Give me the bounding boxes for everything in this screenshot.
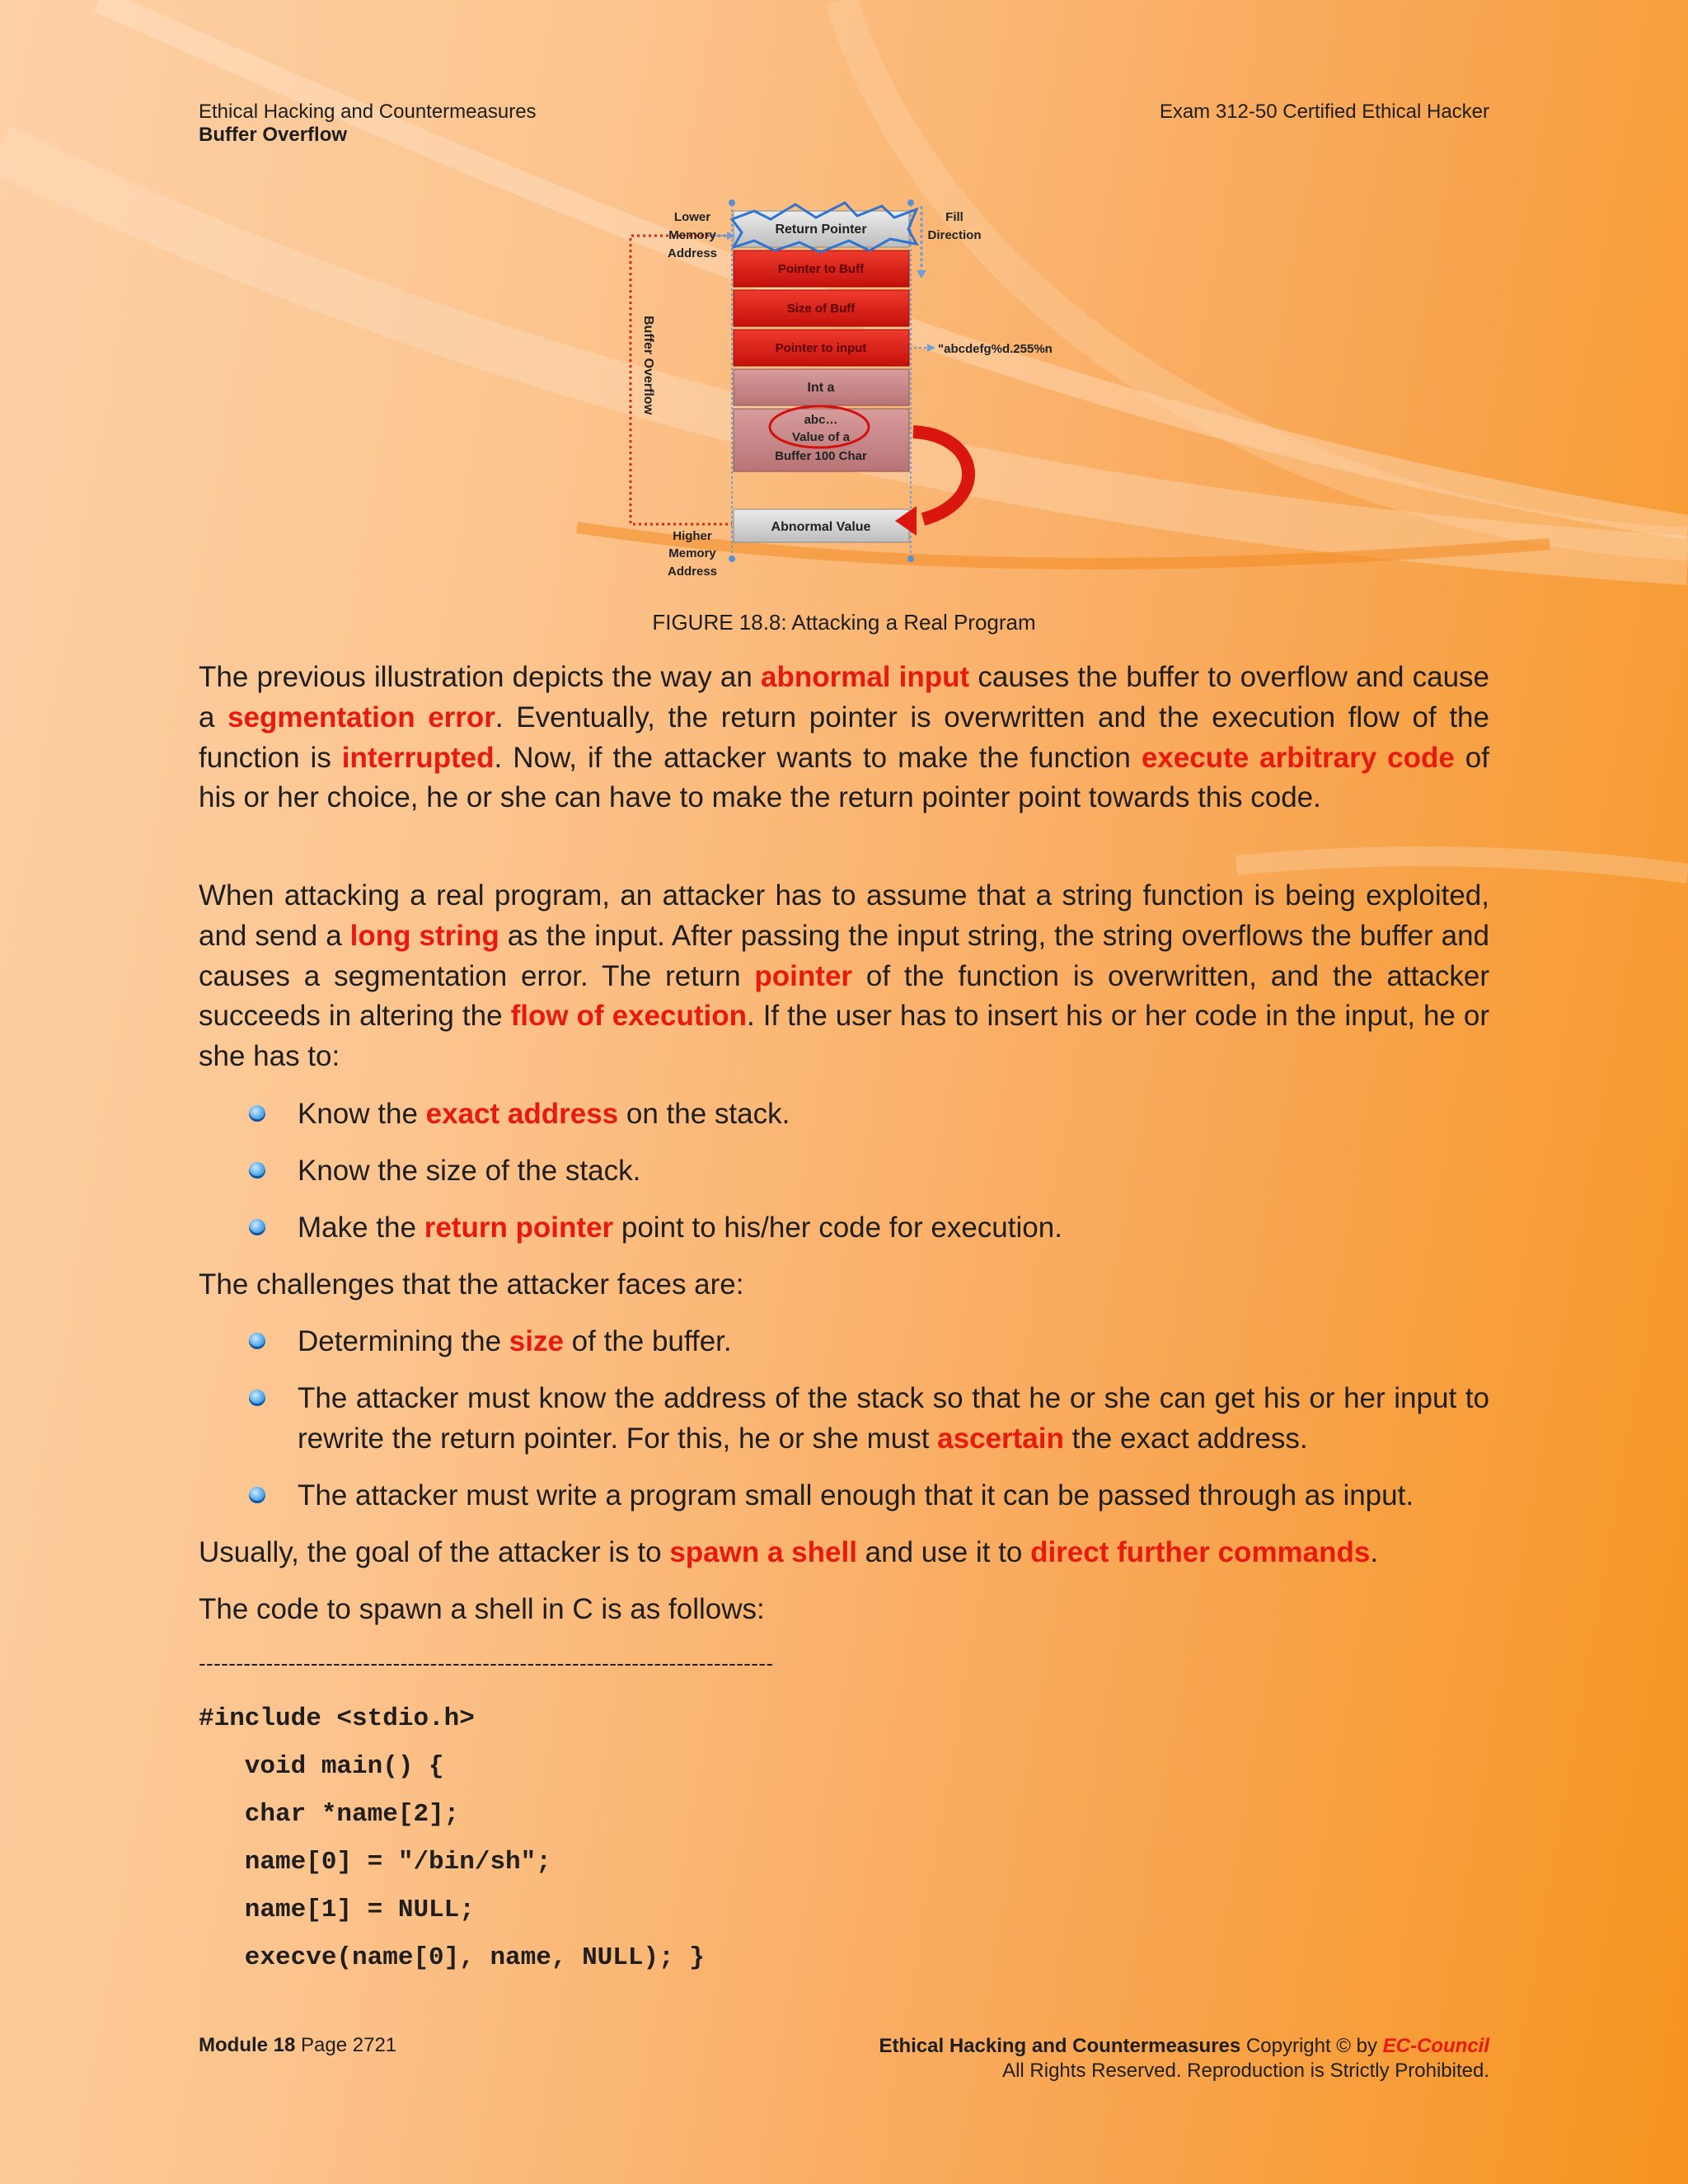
label-abnormal-value: Abnormal Value	[771, 520, 871, 534]
buffer-overflow-diagram	[610, 196, 1071, 583]
label-size-of-buff: Size of Buff	[786, 302, 856, 316]
label-value-of-a: Value of a	[791, 430, 851, 444]
lower-label-3: Address	[667, 246, 718, 260]
lower-label-1: Lower	[673, 210, 711, 224]
footer-right: Ethical Hacking and Countermeasures Copyright © by EC-Council All Rights Reserved. Reproduction is Strictly Prohibited.	[879, 2035, 1489, 2082]
label-return-pointer: Return Pointer	[775, 223, 867, 237]
list2-item-1: Determining the size of the buffer.	[298, 1325, 732, 1357]
ec-council-logo: EC-Council	[1382, 2035, 1489, 2057]
figure-caption: FIGURE 18.8: Attacking a Real Program	[652, 610, 1036, 635]
label-buffer-char: Buffer 100 Char	[775, 449, 867, 463]
code-line-2: void main() {	[199, 1752, 444, 1781]
paragraph-3: The challenges that the attacker faces are:	[199, 1268, 744, 1301]
page-label: Page 2721	[301, 2034, 397, 2056]
higher-label-1: Higher	[673, 529, 712, 543]
header-title: Ethical Hacking and Countermeasures	[199, 101, 537, 123]
code-line-1: #include <stdio.h>	[199, 1704, 475, 1733]
list1-item-2: Know the size of the stack.	[298, 1155, 641, 1187]
bullet-icon	[249, 1487, 265, 1503]
rights-text: All Rights Reserved. Reproduction is Strictly Prohibited.	[1002, 2060, 1489, 2082]
code-line-3: char *name[2];	[199, 1800, 460, 1829]
input-string-label: "abcdefg%d.255%n	[938, 342, 1053, 356]
bullet-icon	[249, 1219, 265, 1235]
code-line-5: name[1] = NULL;	[199, 1896, 475, 1924]
buffer-overflow-side-label: Buffer Overflow	[641, 315, 655, 415]
higher-label-2: Memory	[668, 546, 716, 560]
code-separator: -----------------------------------------------------------------------------	[199, 1651, 774, 1675]
bullet-icon	[249, 1333, 265, 1349]
fill-label-1: Fill	[945, 210, 964, 224]
overflow-arrow	[913, 432, 968, 519]
footer-left	[199, 2034, 396, 2057]
paragraph-5: The code to spawn a shell in C is as follows:	[199, 1593, 765, 1625]
bullet-icon	[249, 1105, 265, 1122]
list1-item-1: Know the exact address on the stack.	[298, 1098, 790, 1130]
paragraph-4: Usually, the goal of the attacker is to spawn a shell and use it to direct further commands.	[199, 1536, 1379, 1568]
header-right: Exam 312-50 Certified Ethical Hacker	[1159, 101, 1489, 123]
list2-item-3: The attacker must write a program small enough that it can be passed through as input.	[298, 1479, 1414, 1511]
lower-label-2: Memory	[668, 228, 716, 242]
module-label: Module 18	[199, 2034, 296, 2056]
label-pointer-to-input: Pointer to input	[775, 341, 867, 355]
header-left	[199, 101, 537, 147]
paragraph-1: The previous illustration depicts the way an abnormal input causes the buffer to overflow and cause a segmentation error. Eventually, the return pointer is overwritten and the execution flow of the function is interrupted. Now, if the attacker wants to make the function execute arbitrary code of his or her choice, he or she can have to make the return pointer point towards this code.	[199, 661, 1490, 814]
header-subtitle: Buffer Overflow	[199, 124, 348, 146]
bullet-icon	[249, 1162, 265, 1179]
paragraph-2: When attacking a real program, an attacker has to assume that a string function is being exploited, and send a long string as the input. After passing the input string, the string overflows the buffer and causes a segmentation error. The return pointer of the function is overwritten, and the attacker succeeds in altering the flow of execution. If the user has to insert his or her code in the input, he or she has to:	[199, 879, 1490, 1073]
list1-item-3: Make the return pointer point to his/her code for execution.	[298, 1212, 1062, 1244]
bullet-icon	[249, 1390, 265, 1406]
code-line-4: name[0] = "/bin/sh";	[199, 1848, 551, 1877]
label-int-a: Int a	[807, 381, 835, 395]
fill-label-2: Direction	[927, 228, 982, 242]
code-line-6: execve(name[0], name, NULL); }	[199, 1943, 705, 1972]
label-pointer-to-buff: Pointer to Buff	[777, 262, 865, 276]
list2-item-2: The attacker must know the address of the stack so that he or she can get his or her input to rewrite the return pointer. For this, he or she must ascertain the exact address.	[298, 1382, 1489, 1455]
higher-label-3: Address	[667, 565, 718, 579]
label-abc: abc…	[804, 413, 838, 427]
